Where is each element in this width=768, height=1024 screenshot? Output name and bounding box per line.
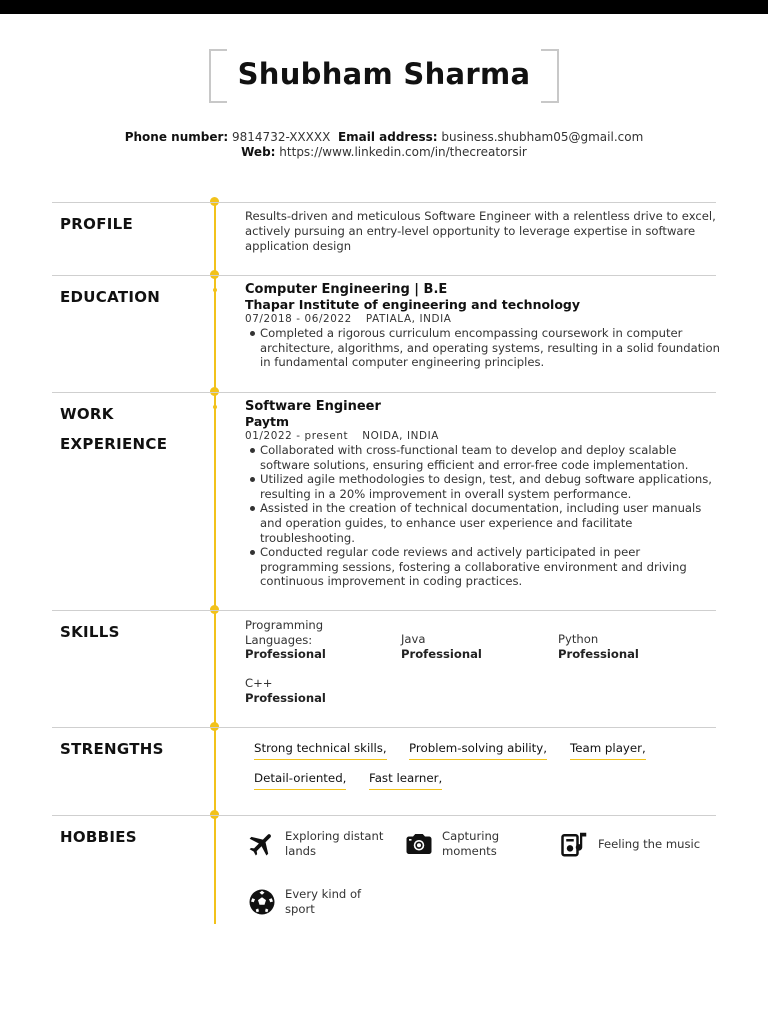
skill-name: Java [401,632,426,646]
section-title-work-line2: EXPERIENCE [60,435,168,453]
bullet-item: Utilized agile methodologies to design, test, and debug software applications, resulting in a 20% improvement in overall system performance. [260,472,720,501]
bullet-item: Assisted in the creation of technical documentation, including user manuals and operation guides, to enhance user experience and facilitate troubleshooting. [260,501,720,545]
strength-tag: Fast learner, [369,771,442,790]
skill-level: Professional [245,647,326,661]
contact-line-1 [0,130,768,144]
hobby-item [246,886,389,918]
top-bar [0,0,768,14]
web-link[interactable]: https://www.linkedin.com/in/thecreatorsir [279,145,527,159]
web-label: Web: [241,145,276,159]
email-value[interactable]: business.shubham05@gmail.com [441,130,644,144]
music-player-icon [559,828,591,860]
hobby-item [246,828,389,860]
section-divider [52,275,716,276]
work-role: Software Engineer [245,399,381,414]
contact-line-2 [0,145,768,159]
strength-tag: Strong technical skills, [254,741,387,760]
strength-tag: Problem-solving ability, [409,741,547,760]
section-divider [52,610,716,611]
education-location: PATIALA, INDIA [365,313,452,325]
work-meta [245,429,720,443]
skill-name: C++ [245,676,273,690]
hobby-text: Feeling the music [598,836,701,851]
education-entry [245,282,720,370]
section-title-work [60,399,167,459]
hobby-text: Exploring distant lands [285,829,384,858]
skill-item [401,632,551,661]
name-header [209,49,559,103]
skill-item [558,632,708,661]
skill-item [245,618,355,662]
section-title-profile: PROFILE [60,215,134,233]
section-divider [52,202,716,203]
strength-tag: Detail-oriented, [254,771,346,790]
skill-level: Professional [245,690,326,705]
section-title-work-line1: WORK [60,405,114,423]
section-title-hobbies: HOBBIES [60,828,137,846]
skill-name: Programming Languages: [245,618,324,647]
section-title-education: EDUCATION [60,288,161,306]
education-meta [245,312,720,326]
bullet-item: Conducted regular code reviews and actively participated in peer programming sessions, fostering a collaborative environment and driving continuous improvement in coding practices. [260,545,720,589]
hobby-text: Capturing moments [442,829,500,858]
work-dates: 01/2022 - present [245,430,349,442]
work-company: Paytm [245,414,290,429]
work-entry [245,399,720,589]
skill-level: Professional [401,646,482,661]
strength-tag: Team player, [570,741,646,760]
section-divider [52,815,716,816]
phone-value: 9814732-XXXXX [232,130,331,144]
bullet-item: Collaborated with cross-functional team to develop and deploy scalable software solutions, ensuring efficient and error-free code implementation. [260,443,720,472]
work-location: NOIDA, INDIA [362,430,439,442]
section-title-strengths: STRENGTHS [60,740,164,758]
education-dates: 07/2018 - 06/2022 [245,313,352,325]
hobby-item [559,828,702,860]
camera-icon [403,828,435,860]
timeline-minor-dot [213,405,217,409]
section-divider [52,392,716,393]
education-bullets [245,326,720,370]
education-school: Thapar Institute of engineering and technology [245,297,581,312]
hobby-text: Every kind of sport [285,887,362,916]
skill-item [245,676,395,705]
skill-level: Professional [558,646,639,661]
candidate-name: Shubham Sharma [237,57,531,91]
timeline-minor-dot [213,288,217,292]
skill-name: Python [558,632,599,646]
education-degree: Computer Engineering | B.E [245,282,448,297]
email-label: Email address: [337,130,438,144]
work-bullets [245,443,720,589]
section-divider [52,727,716,728]
section-title-skills: SKILLS [60,623,120,641]
hobby-item [403,828,546,860]
airplane-icon [246,828,278,860]
profile-text: Results-driven and meticulous Software Engineer with a relentless drive to excel, actively pursuing an entry-level opportunity to leverage expertise in software application design [245,209,716,253]
bullet-item: Completed a rigorous curriculum encompassing coursework in computer architecture, algorithms, and operating systems, resulting in a solid foundation in fundamental computer engineering principles. [260,326,720,370]
phone-label: Phone number: [124,130,229,144]
soccer-ball-icon [246,886,278,918]
